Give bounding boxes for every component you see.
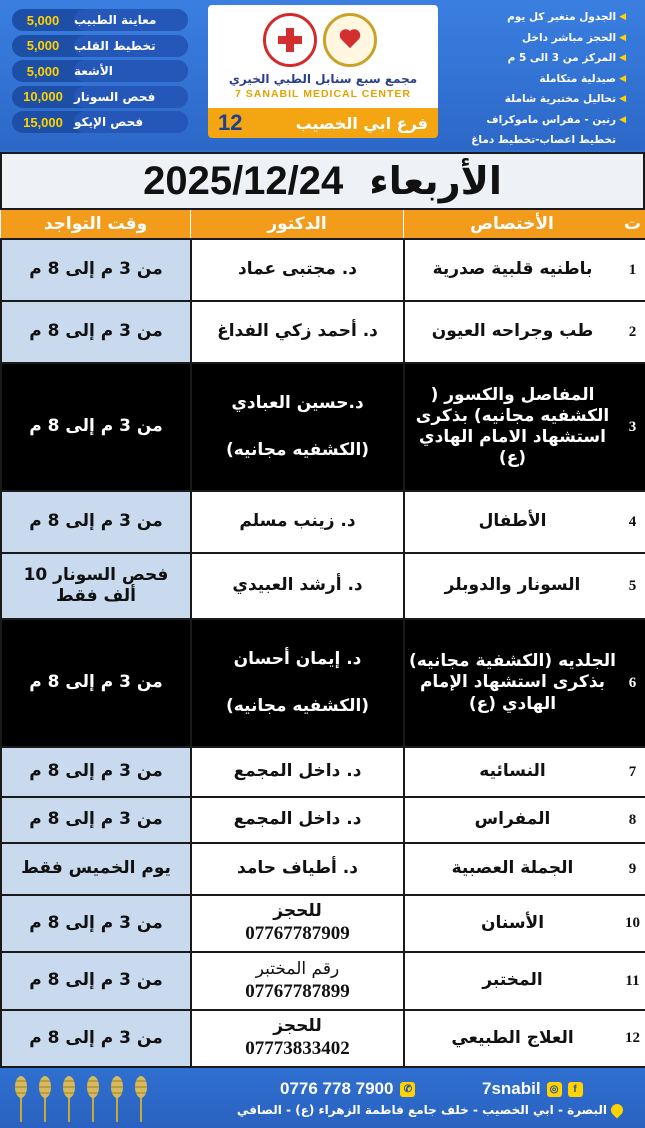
doctor-lines: [245, 901, 350, 946]
price-label: معاينة الطبيب: [74, 9, 188, 31]
branch-number: 12: [218, 110, 243, 135]
doctor-cell: د. أرشد العبيدي: [190, 554, 403, 618]
triangle-bullet-icon: ◀: [619, 73, 626, 84]
specialty-cell: السونار والدوبلر: [403, 554, 620, 618]
table-row: [0, 896, 645, 953]
row-number: 7: [620, 748, 645, 796]
note-text: تخطيط اعصاب-تخطيط دماغ: [471, 134, 617, 147]
row-number: 3: [620, 364, 645, 490]
table-row: [0, 240, 645, 302]
triangle-bullet-icon: ◀: [619, 94, 626, 105]
row-number: 11: [620, 953, 645, 1009]
table-row: [0, 1011, 645, 1068]
instagram-icon: ◎: [547, 1082, 562, 1097]
footer-address: [237, 1103, 623, 1117]
time-cell: من 3 م إلى 8 م: [0, 953, 190, 1009]
time-cell: من 3 م إلى 8 م: [0, 748, 190, 796]
doctor-cell: [190, 364, 403, 490]
note-item: [446, 110, 626, 131]
specialty-cell: الجلديه (الكشفية مجانيه) بذكرى استشهاد الإمام الهادي (ع): [403, 620, 620, 746]
price-value: 5,000: [26, 63, 60, 79]
social-handle: 7snabil: [482, 1079, 541, 1098]
specialty-cell: الأسنان: [403, 896, 620, 951]
schedule-title: [0, 152, 645, 210]
price-label: فحص الإيكو: [74, 111, 188, 133]
footer-phone[interactable]: [280, 1079, 415, 1099]
time-cell: من 3 م إلى 8 م: [0, 302, 190, 362]
time-cell: من 3 م إلى 8 م: [0, 240, 190, 300]
logo-emblems: [263, 13, 377, 67]
center-logo: [208, 5, 438, 137]
doctor-note: (الكشفيه مجانيه): [225, 440, 370, 460]
triangle-bullet-icon: ◀: [619, 12, 626, 23]
time-cell: يوم الخميس فقط: [0, 844, 190, 894]
doctor-cell: [190, 620, 403, 746]
row-number: 10: [620, 896, 645, 951]
phone-icon: ✆: [400, 1082, 415, 1097]
time-cell: من 3 م إلى 8 م: [0, 364, 190, 490]
row-number: 12: [620, 1011, 645, 1066]
price-value: 15,000: [23, 114, 63, 130]
phone-number: 0776 778 7900: [280, 1079, 394, 1098]
doctor-cell: [190, 953, 403, 1009]
price-value: 5,000: [26, 12, 60, 28]
doctor-name: د.حسين العبادي: [231, 392, 364, 413]
header-specialty: الأختصاص: [403, 210, 620, 238]
table-row: [0, 554, 645, 620]
triangle-bullet-icon: ◀: [619, 32, 626, 43]
price-item: [12, 60, 188, 82]
time-cell: من 3 م إلى 8 م: [0, 1011, 190, 1066]
info-notes: [446, 7, 626, 151]
location-pin-icon: [609, 1102, 626, 1119]
price-item: [12, 86, 188, 108]
row-number: 8: [620, 798, 645, 842]
branch-banner: [208, 108, 438, 138]
price-list: [12, 9, 188, 137]
price-item: [12, 35, 188, 57]
wheat-decoration-icon: [14, 1076, 164, 1124]
logo-arabic-name: مجمع سبع سنابل الطبي الخيري: [228, 72, 418, 86]
schedule-day: الأربعاء: [369, 159, 502, 203]
doctor-lines: [226, 649, 369, 718]
specialty-cell: المفاصل والكسور ( الكشفيه مجانيه) بذكرى استشهاد الامام الهادي (ع): [403, 364, 620, 490]
note-text: صيدلية متكاملة: [539, 72, 617, 85]
time-cell: فحص السونار 10 ألف فقط: [0, 554, 190, 618]
medical-cross-icon: [263, 13, 317, 67]
row-number: 9: [620, 844, 645, 894]
booking-phone: 07767787909: [245, 923, 350, 945]
schedule-date: 2025/12/24: [143, 158, 344, 203]
note-item: [446, 69, 626, 90]
row-number: 1: [620, 240, 645, 300]
logo-english-name: 7 SANABIL MEDICAL CENTER: [235, 88, 411, 100]
table-header: [0, 210, 645, 240]
header-time: وقت التواجد: [0, 210, 190, 238]
table-row: [0, 364, 645, 492]
heart-icon: [323, 13, 377, 67]
note-text: رنين - مفراس ماموكراف: [486, 113, 617, 126]
table-row: [0, 844, 645, 896]
price-value: 10,000: [23, 89, 63, 104]
specialty-cell: المفراس: [403, 798, 620, 842]
footer-social[interactable]: [482, 1079, 583, 1099]
price-item: [12, 9, 188, 31]
specialty-cell: باطنيه قلبية صدرية: [403, 240, 620, 300]
note-text: المركز من 3 الى 5 م: [507, 52, 617, 65]
time-cell: من 3 م إلى 8 م: [0, 620, 190, 746]
table-row: [0, 748, 645, 798]
note-item: [446, 130, 626, 151]
doctor-cell: د. مجتبى عماد: [190, 240, 403, 300]
doctor-name: د. إيمان أحسان: [233, 648, 362, 669]
specialty-cell: المختبر: [403, 953, 620, 1009]
note-text: الحجز مباشر داخل: [522, 31, 617, 44]
header-doctor: الدكتور: [190, 210, 403, 238]
doctor-cell: د. زينب مسلم: [190, 492, 403, 552]
booking-label: رقم المختبر: [255, 958, 340, 979]
specialty-cell: طب وجراحه العيون: [403, 302, 620, 362]
doctor-cell: د. أطياف حامد: [190, 844, 403, 894]
table-row: [0, 620, 645, 748]
specialty-cell: الأطفال: [403, 492, 620, 552]
price-label: تخطيط القلب: [74, 35, 188, 57]
note-item: [446, 28, 626, 49]
specialty-cell: الجملة العصبية: [403, 844, 620, 894]
address-text: البصرة - ابي الخصيب - خلف جامع فاطمة الزهراء (ع) - الصافي: [236, 1103, 607, 1117]
triangle-bullet-icon: ◀: [619, 114, 626, 125]
schedule-table: [0, 210, 645, 1068]
specialty-cell: العلاج الطبيعي: [403, 1011, 620, 1066]
price-item: [12, 111, 188, 133]
doctor-note: (الكشفيه مجانيه): [225, 696, 370, 716]
header: [0, 0, 645, 150]
time-cell: من 3 م إلى 8 م: [0, 896, 190, 951]
booking-phone: 07773833402: [245, 1038, 350, 1060]
header-number: ت: [623, 214, 642, 234]
note-text: تحاليل مختبرية شاملة: [504, 93, 617, 106]
price-label: الأشعة: [74, 60, 188, 82]
row-number: 4: [620, 492, 645, 552]
doctor-cell: [190, 896, 403, 951]
booking-label: للحجز: [273, 901, 322, 921]
doctor-lines: [245, 1016, 350, 1061]
booking-phone: 07767787899: [245, 980, 350, 1002]
note-item: [446, 89, 626, 110]
table-row: [0, 798, 645, 844]
note-text: الجدول متغير كل يوم: [507, 11, 617, 24]
price-label: فحص السونار: [74, 86, 188, 108]
note-item: [446, 7, 626, 28]
doctor-cell: [190, 1011, 403, 1066]
row-number: 2: [620, 302, 645, 362]
note-item: [446, 48, 626, 69]
doctor-cell: د. داخل المجمع: [190, 798, 403, 842]
table-row: [0, 302, 645, 364]
table-row: [0, 953, 645, 1011]
facebook-icon: f: [568, 1082, 583, 1097]
triangle-bullet-icon: ◀: [619, 53, 626, 64]
time-cell: من 3 م إلى 8 م: [0, 492, 190, 552]
price-value: 5,000: [26, 38, 60, 53]
footer: [0, 1070, 645, 1128]
table-row: [0, 492, 645, 554]
time-cell: من 3 م إلى 8 م: [0, 798, 190, 842]
doctor-cell: د. أحمد زكي الفداغ: [190, 302, 403, 362]
specialty-cell: النسائيه: [403, 748, 620, 796]
row-number: 6: [620, 620, 645, 746]
booking-label: للحجز: [273, 1016, 322, 1036]
doctor-lines: [226, 393, 369, 462]
branch-name: فرع ابي الخصيب: [295, 113, 428, 133]
doctor-lines: [245, 959, 350, 1004]
doctor-cell: د. داخل المجمع: [190, 748, 403, 796]
row-number: 5: [620, 554, 645, 618]
